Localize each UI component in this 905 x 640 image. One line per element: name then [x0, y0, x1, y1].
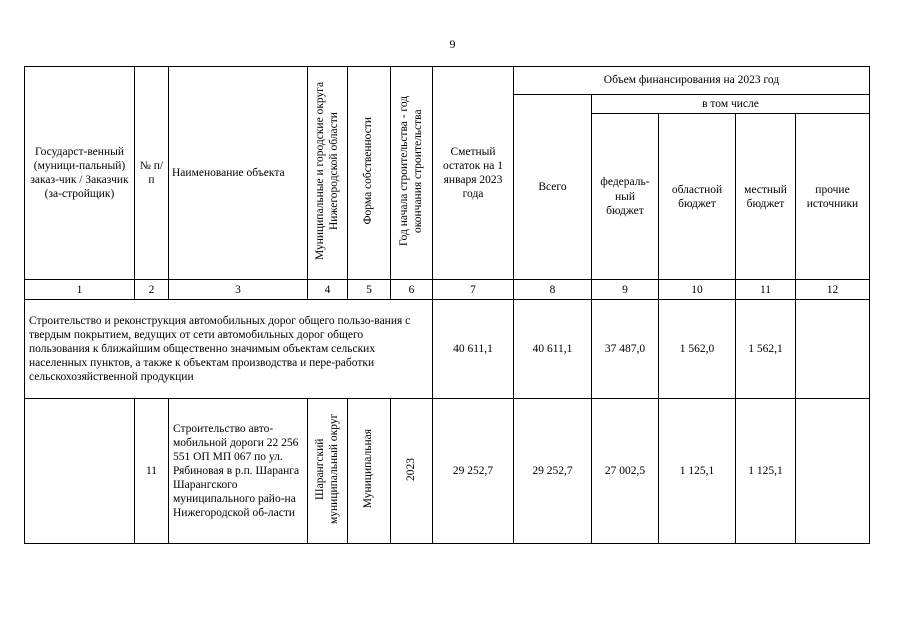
header-total: Всего: [514, 95, 592, 280]
col-number: 11: [736, 280, 796, 300]
row-federal: 27 002,5: [592, 399, 659, 544]
header-ownership: Форма собственности: [362, 117, 375, 225]
col-number: 8: [514, 280, 592, 300]
col-number: 7: [433, 280, 514, 300]
section-federal: 37 487,0: [592, 300, 659, 399]
section-other: [796, 300, 870, 399]
header-financing: Объем финансирования на 2023 год: [514, 67, 870, 95]
row-years: 2023: [404, 457, 417, 481]
header-federal: федераль-ный бюджет: [592, 114, 659, 280]
header-num: № п/п: [135, 67, 169, 280]
section-total: 40 611,1: [514, 300, 592, 399]
col-number: 3: [169, 280, 308, 300]
col-number: 1: [25, 280, 135, 300]
row-num: 11: [135, 399, 169, 544]
row-other: [796, 399, 870, 544]
col-number: 9: [592, 280, 659, 300]
row-local: 1 125,1: [736, 399, 796, 544]
header-years-cell: [391, 67, 433, 280]
financing-table: [24, 66, 870, 544]
col-number: 12: [796, 280, 870, 300]
header-including: в том числе: [592, 95, 870, 114]
header-years: Год начала строительства - год окончания строительства: [397, 95, 424, 247]
row-total: 29 252,7: [514, 399, 592, 544]
row-regional: 1 125,1: [659, 399, 736, 544]
header-local: местный бюджет: [736, 114, 796, 280]
row-ownership-cell: [348, 399, 391, 544]
header-estimated-balance: Сметный остаток на 1 января 2023 года: [433, 67, 514, 280]
section-local: 1 562,1: [736, 300, 796, 399]
row-years-cell: [391, 399, 433, 544]
col-number: 4: [308, 280, 348, 300]
col-number: 2: [135, 280, 169, 300]
column-number-row: [25, 280, 870, 300]
row-municipality: Шарангский муниципальный округ: [313, 413, 340, 525]
section-estimated-balance: 40 611,1: [433, 300, 514, 399]
row-ownership: Муниципальная: [362, 429, 375, 509]
col-number: 10: [659, 280, 736, 300]
row-municipality-cell: [308, 399, 348, 544]
section-regional: 1 562,0: [659, 300, 736, 399]
row-estimated-balance: 29 252,7: [433, 399, 514, 544]
page-number: 9: [449, 37, 456, 51]
header-regional: областной бюджет: [659, 114, 736, 280]
header-municipality-cell: [308, 67, 348, 280]
row-object-name: Строительство авто-мобильной дороги 22 256 551 ОП МП 067 по ул. Рябиновая в р.п. Шаранга Шарангского муниципального райо-на Нижегородской об-ласти: [169, 399, 308, 544]
header-municipality: Муниципальные и городские округа Нижегородской области: [313, 81, 340, 261]
row-customer: [25, 399, 135, 544]
section-title: Строительство и реконструкция автомобильных дорог общего пользо-вания с твердым покрытием, ведущих от сети автомобильных дорог общего пользования к ближайшим общественно значимым объектам сельских населенных пунктов, а также к объектам производства и пере-работки сельскохозяйственной продукции: [25, 300, 433, 399]
header-ownership-cell: [348, 67, 391, 280]
header-other: прочие источники: [796, 114, 870, 280]
table-row: [25, 399, 870, 544]
header-object-name: Наименование объекта: [169, 67, 308, 280]
header-row-1: [25, 67, 870, 95]
col-number: 5: [348, 280, 391, 300]
section-row: [25, 300, 870, 399]
col-number: 6: [391, 280, 433, 300]
header-customer: Государст-венный (муници-пальный) заказ-чик / Заказчик (за-стройщик): [25, 67, 135, 280]
